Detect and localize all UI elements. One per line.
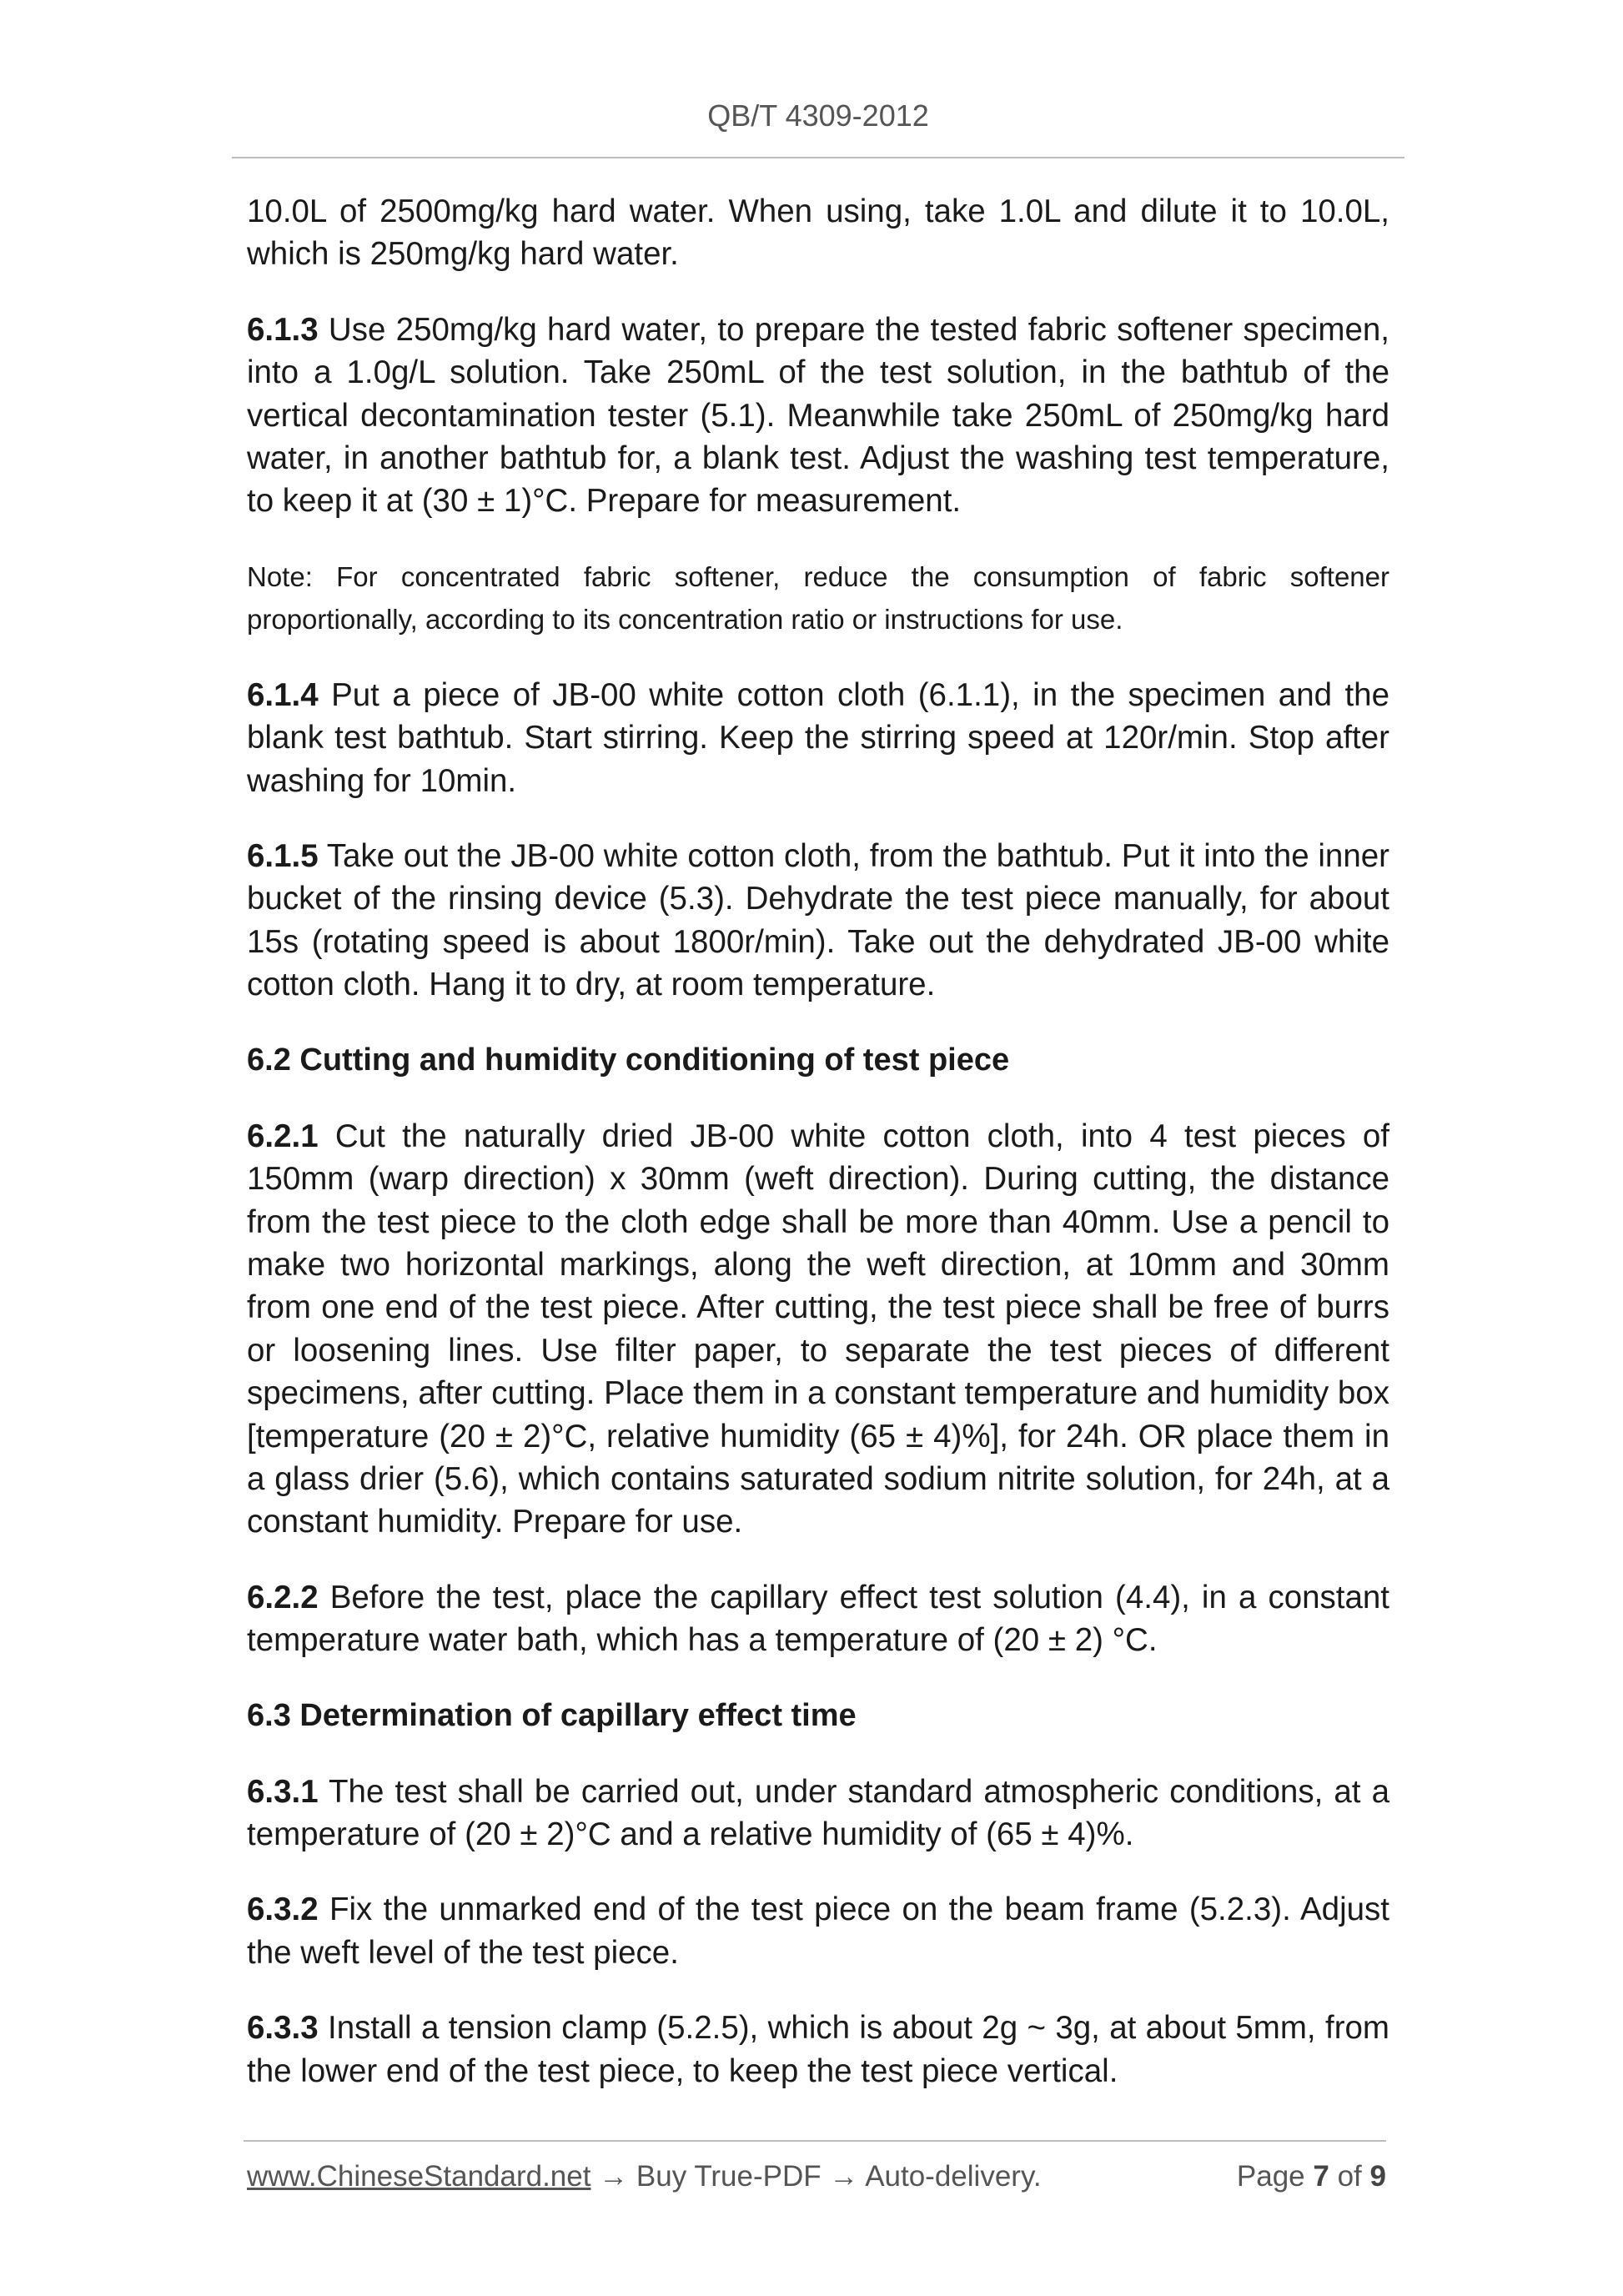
- clause-number: 6.2.2: [247, 1579, 319, 1615]
- clause-text: Install a tension clamp (5.2.5), which is about 2g ~ 3g, at about 5mm, from the lower end of the test piece, to keep the test piece vertical.: [247, 2010, 1389, 2089]
- clause-text: Cut the naturally dried JB-00 white cotton cloth, into 4 test pieces of 150mm (warp direction) x 30mm (weft direction). During cutting, the distance from the test piece to the cloth edge shall be more than 40mm. Use a pencil to make two horizontal markings, along the weft direction, at 10mm and 30mm from one end of the test piece. After cutting, the test piece shall be free of burrs or loosening lines. Use filter paper, to separate the test pieces of different specimens, after cutting. Place them in a constant temperature and humidity box [temperature (20 ± 2)°C, relative humidity (65 ± 4)%], for 24h. OR place them in a glass drier (5.6), which contains saturated sodium nitrite solution, for 24h, at a constant humidity. Prepare for use.: [247, 1118, 1389, 1540]
- page-label: Page: [1236, 2160, 1305, 2193]
- heading-6-2: 6.2 Cutting and humidity conditioning of test piece: [247, 1042, 1010, 1078]
- footer-divider: [244, 2140, 1386, 2142]
- arrow-icon: →: [590, 2160, 636, 2193]
- clause-text: Fix the unmarked end of the test piece on the beam frame (5.2.3). Adjust the weft level of the test piece.: [247, 1892, 1389, 1971]
- delivery-text: Auto-delivery.: [865, 2160, 1042, 2193]
- clause-number: 6.1.3: [247, 311, 319, 348]
- paragraph-6-2-1: [247, 1115, 1389, 1544]
- paragraph-6-1-4: [247, 674, 1389, 802]
- clause-number: 6.3.3: [247, 2010, 319, 2047]
- clause-number: 6.3.2: [247, 1892, 319, 1928]
- clause-number: 6.1.4: [247, 676, 319, 713]
- clause-number: 6.3.1: [247, 1773, 319, 1810]
- heading-6-3: 6.3 Determination of capillary effect time: [247, 1697, 857, 1733]
- paragraph-6-2-2: [247, 1576, 1389, 1662]
- header-divider: [232, 157, 1404, 158]
- footer-promo: [247, 2160, 1042, 2193]
- clause-text: Take out the JB-00 white cotton cloth, from the bathtub. Put it into the inner bucket of the rinsing device (5.3). Dehydrate the test piece manually, for about 15s (rotating speed is about 1800r/min). Take out the dehydrated JB-00 white cotton cloth. Hang it to dry, at room temperature.: [247, 838, 1389, 1003]
- paragraph-6-3-2: [247, 1888, 1389, 1974]
- paragraph-6-3-1: [247, 1771, 1389, 1856]
- clause-number: 6.1.5: [247, 838, 319, 875]
- clause-text: The test shall be carried out, under standard atmospheric conditions, at a temperature of (20 ± 2)°C and a relative humidity of (65 ± 4)%.: [247, 1773, 1389, 1852]
- paragraph-hard-water: 10.0L of 2500mg/kg hard water. When using, take 1.0L and dilute it to 10.0L, which is 250mg/kg hard water.: [247, 193, 1389, 273]
- clause-text: Before the test, place the capillary effect test solution (4.4), in a constant temperature water bath, which has a temperature of (20 ± 2) °C.: [247, 1579, 1389, 1659]
- note-concentrated-softener: Note: For concentrated fabric softener, reduce the consumption of fabric softener proportionally, according to its concentration ratio or instructions for use.: [247, 560, 1389, 635]
- of-label: of: [1337, 2160, 1362, 2193]
- arrow-icon: →: [821, 2160, 866, 2193]
- clause-number: 6.2.1: [247, 1118, 319, 1154]
- buy-text: Buy True-PDF: [636, 2160, 822, 2193]
- page-indicator: [1237, 2160, 1386, 2193]
- document-body: [247, 190, 1389, 2125]
- document-header: QB/T 4309-2012: [707, 98, 929, 133]
- paragraph-6-1-3: [247, 309, 1389, 523]
- document-footer: [247, 2160, 1386, 2193]
- chinesestandard-link[interactable]: www.ChineseStandard.net: [247, 2160, 591, 2193]
- paragraph-6-3-3: [247, 2007, 1389, 2093]
- clause-text: Put a piece of JB-00 white cotton cloth (6.1.1), in the specimen and the blank test bathtub. Start stirring. Keep the stirring speed at 120r/min. Stop after washing for 10min.: [247, 676, 1389, 799]
- total-page-number: 9: [1369, 2160, 1386, 2193]
- paragraph-6-1-5: [247, 835, 1389, 1007]
- current-page-number: 7: [1313, 2160, 1329, 2193]
- clause-text: Use 250mg/kg hard water, to prepare the tested fabric softener specimen, into a 1.0g/L solution. Take 250mL of the test solution, in the bathtub of the vertical decontamination tester (5.1). Meanwhile take 250mL of 250mg/kg hard water, in another bathtub for, a blank test. Adjust the washing test temperature, to keep it at (30 ± 1)°C. Prepare for measurement.: [247, 311, 1389, 520]
